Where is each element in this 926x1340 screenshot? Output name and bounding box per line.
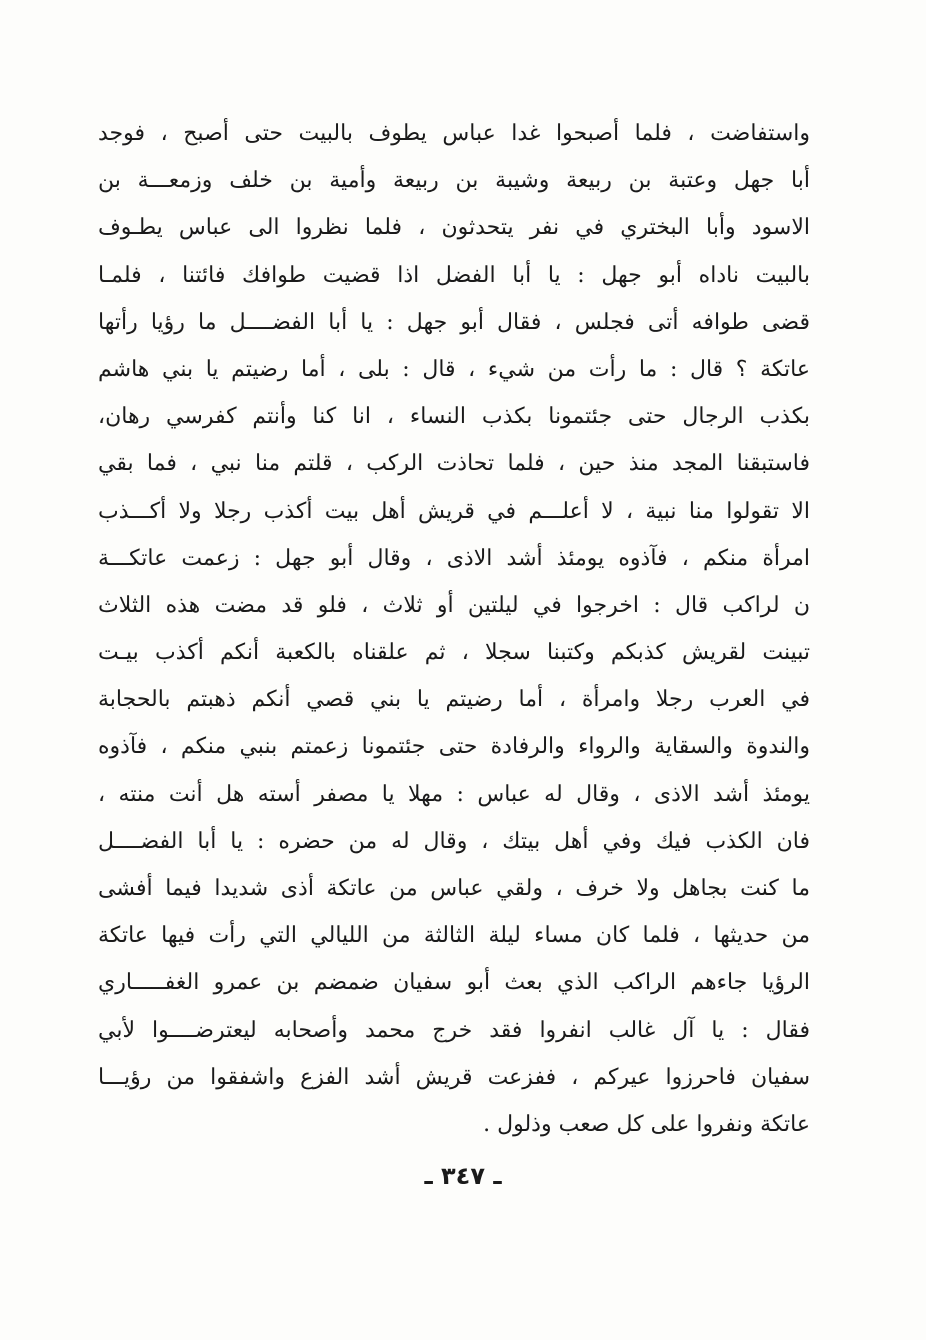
text-line: أبا جهل وعتبة بن ربيعة وشيبة بن ربيعة وأمية بن خلف وزمعـــة بن — [98, 168, 810, 194]
text-line: الاسود وأبا البختري في نفر يتحدثون ، فلما نظروا الى عباس يطـوف — [98, 215, 810, 241]
text-line: بكذب الرجال حتى جئتمونا بكذب النساء ، انا كنا وأنتم كفرسي رهان، — [98, 404, 810, 430]
text-line: سفيان فاحرزوا عيركم ، ففزعت قريش أشد الفزع واشفقوا من رؤيـــا — [98, 1064, 810, 1090]
text-line: تبينت لقريش كذبكم وكتبنا سجلا ، ثم علقناه بالكعبة أنكم أكذب بيـت — [98, 640, 810, 666]
text-line: امرأة منكم ، فآذوه يومئذ أشد الاذى ، وقال أبو جهل : زعمت عاتكـــة — [98, 545, 810, 571]
text-line: ن لراكب قال : اخرجوا في ليلتين أو ثلاث ، فلو قد مضت هذه الثلاث — [98, 592, 810, 618]
text-line: عاتكة ونفروا على كل صعب وذلول . — [483, 1111, 810, 1137]
text-line: قضى طوافه أتى فجلس ، فقال أبو جهل : يا أبا الفضــــل ما رؤيا رأتها — [98, 309, 810, 335]
text-line: فاستبقنا المجد منذ حين ، فلما تحاذت الركب ، قلتم منا نبي ، فما بقي — [98, 451, 810, 477]
text-line: بالبيت ناداه أبو جهل : يا أبا الفضل اذا قضيت طوافك فائتنا ، فلمـا — [98, 262, 810, 288]
text-line: في العرب رجلا وامرأة ، أما رضيتم يا بني قصي أنكم ذهبتم بالحجابة — [98, 687, 810, 713]
body-text — [98, 110, 810, 1148]
text-line: واستفاضت ، فلما أصبحوا غدا عباس يطوف بالبيت حتى أصبح ، فوجد — [98, 121, 810, 146]
text-line: فان الكذب فيك وفي أهل بيتك ، وقال له من حضره : يا أبا الفضــــل — [98, 828, 810, 854]
page-number: ـ ٣٤٧ ـ — [424, 1162, 502, 1190]
text-line: عاتكة ؟ قال : ما رأت من شيء ، قال : بلى ، أما رضيتم يا بني هاشم — [98, 356, 810, 382]
text-line: فقال : يا آل غالب انفروا فقد خرج محمد وأصحابه ليعترضــــوا لأبي — [98, 1017, 810, 1043]
text-line: الرؤيا جاءهم الراكب الذي بعث أبو سفيان ضمضم بن عمرو الغفـــــاري — [98, 970, 810, 996]
text-line: من حديثها ، فلما كان مساء ليلة الثالثة من الليالي التي رأت فيها عاتكة — [98, 923, 810, 949]
text-line: والندوة والسقاية والرواء والرفادة حتى جئتمونا زعمتم بنبي منكم ، فآذوه — [98, 734, 810, 760]
text-line: الا تقولوا منا نبية ، لا أعلـــم في قريش أهل بيت أكذب رجلا ولا أكـــذب — [98, 498, 810, 524]
text-line: ما كنت بجاهل ولا خرف ، ولقي عباس من عاتكة أذى شديدا فيما أفشى — [98, 876, 810, 901]
text-line: يومئذ أشد الاذى ، وقال له عباس : مهلا يا مصفر أسته هل أنت منته ، — [98, 781, 810, 807]
